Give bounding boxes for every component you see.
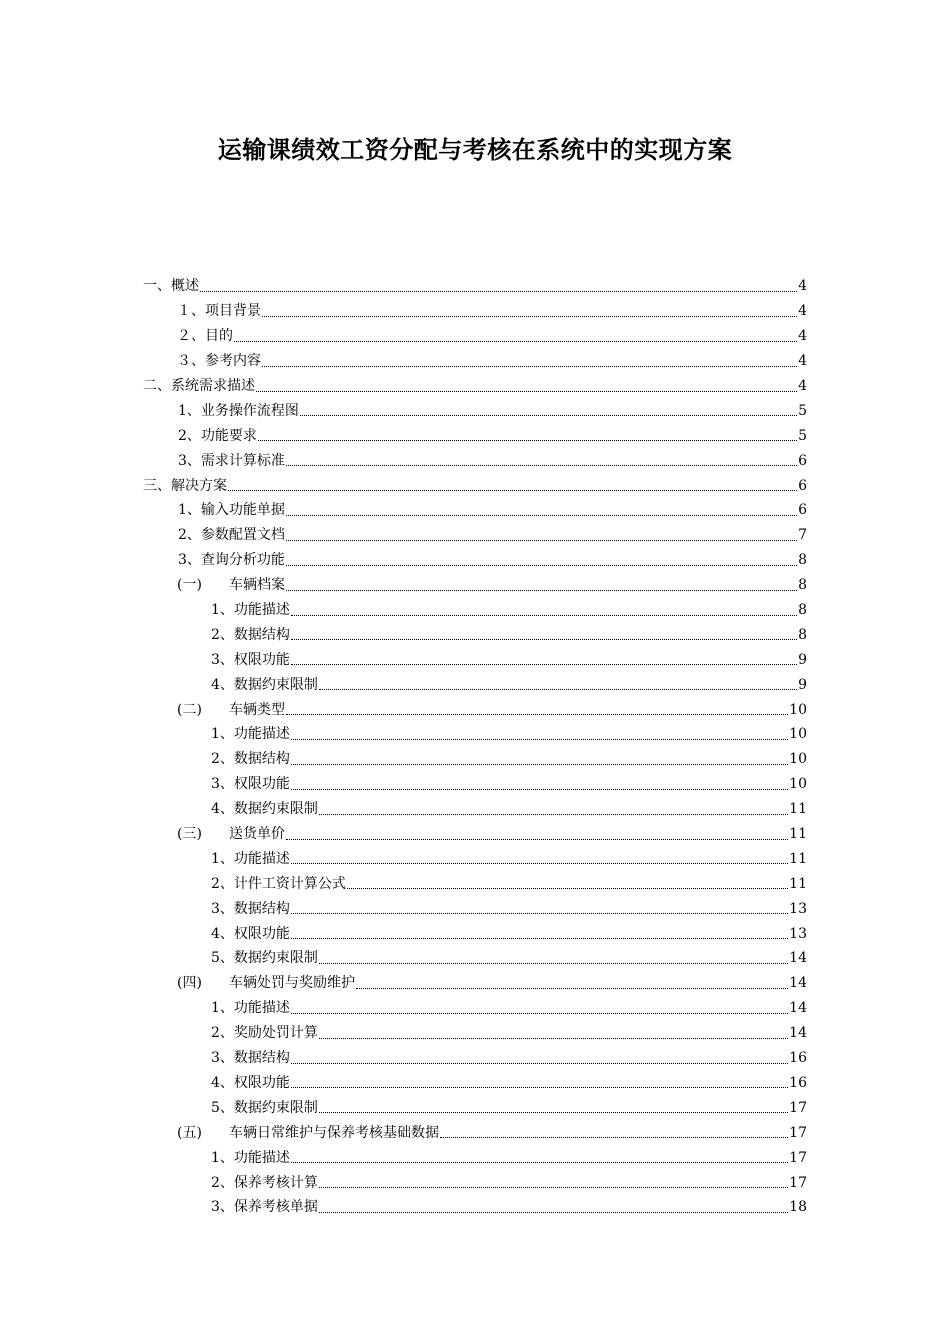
toc-page-number: 6 bbox=[798, 452, 807, 469]
toc-entry-label bbox=[177, 974, 355, 992]
toc-entry-label: 5、数据约束限制 bbox=[211, 950, 318, 967]
toc-dot-leader bbox=[262, 316, 797, 317]
toc-page-number: 10 bbox=[789, 776, 807, 793]
toc-entry[interactable] bbox=[143, 722, 807, 747]
toc-entry-label: 1、功能描述 bbox=[211, 1000, 290, 1017]
toc-page-number: 14 bbox=[789, 950, 807, 967]
toc-entry-label: 2、奖励处罚计算 bbox=[211, 1025, 318, 1042]
toc-page-number: 9 bbox=[798, 651, 807, 668]
toc-page-number: 14 bbox=[789, 1000, 807, 1017]
toc-entry-label: 2、数据结构 bbox=[211, 751, 290, 768]
toc-page-number: 13 bbox=[789, 900, 807, 917]
toc-dot-leader bbox=[291, 639, 797, 640]
toc-page-number: 13 bbox=[789, 925, 807, 942]
toc-dot-leader bbox=[286, 540, 797, 541]
toc-entry-label: 1、业务操作流程图 bbox=[178, 402, 299, 419]
toc-dot-leader bbox=[234, 341, 797, 342]
toc-page-number: 11 bbox=[789, 850, 807, 867]
toc-section-title: 车辆类型 bbox=[229, 701, 285, 718]
toc-entry-label: 4、权限功能 bbox=[211, 1074, 290, 1091]
toc-page-number: 8 bbox=[798, 602, 807, 619]
toc-entry[interactable] bbox=[143, 573, 807, 598]
toc-dot-leader bbox=[291, 789, 788, 790]
toc-entry[interactable] bbox=[143, 598, 807, 623]
toc-entry-label: 1、功能描述 bbox=[211, 850, 290, 867]
toc-entry[interactable] bbox=[143, 349, 807, 374]
toc-page-number: 6 bbox=[798, 502, 807, 519]
toc-page-number: 4 bbox=[798, 353, 807, 370]
toc-entry-label bbox=[177, 1124, 439, 1142]
toc-entry[interactable] bbox=[143, 672, 807, 697]
toc-entry-label: 2、保养考核计算 bbox=[211, 1174, 318, 1191]
toc-entry-label bbox=[177, 825, 285, 843]
toc-entry-label: 2、计件工资计算公式 bbox=[211, 875, 346, 892]
toc-section-number: (一) bbox=[177, 577, 202, 594]
toc-dot-leader bbox=[256, 391, 797, 392]
toc-entry[interactable] bbox=[143, 398, 807, 423]
toc-entry-label: ２、目的 bbox=[177, 328, 233, 345]
toc-entry[interactable] bbox=[143, 921, 807, 946]
toc-entry[interactable] bbox=[143, 896, 807, 921]
toc-dot-leader bbox=[291, 1087, 788, 1088]
toc-entry[interactable] bbox=[143, 1120, 807, 1145]
toc-dot-leader bbox=[319, 1187, 788, 1188]
toc-page-number: 5 bbox=[798, 427, 807, 444]
toc-section-number: (二) bbox=[177, 701, 202, 718]
toc-page-number: 8 bbox=[798, 552, 807, 569]
toc-entry[interactable] bbox=[143, 1195, 807, 1220]
toc-dot-leader bbox=[440, 1137, 788, 1138]
toc-entry-label: １、项目背景 bbox=[177, 303, 261, 320]
toc-entry-label: 3、权限功能 bbox=[211, 776, 290, 793]
toc-entry-label: 3、需求计算标准 bbox=[178, 452, 285, 469]
toc-dot-leader bbox=[291, 615, 797, 616]
toc-page-number: 9 bbox=[798, 676, 807, 693]
toc-dot-leader bbox=[291, 1063, 788, 1064]
toc-entry-label: 4、权限功能 bbox=[211, 925, 290, 942]
toc-entry[interactable] bbox=[143, 299, 807, 324]
toc-page-number: 17 bbox=[789, 1124, 807, 1141]
toc-entry-label: 三、解决方案 bbox=[143, 477, 227, 494]
toc-entry[interactable] bbox=[143, 747, 807, 772]
toc-entry-label bbox=[177, 576, 285, 594]
toc-dot-leader bbox=[300, 415, 797, 416]
toc-page-number: 17 bbox=[789, 1174, 807, 1191]
toc-page-number: 10 bbox=[789, 701, 807, 718]
toc-entry-label: 2、功能要求 bbox=[178, 427, 257, 444]
toc-entry[interactable] bbox=[143, 473, 807, 498]
toc-entry-label: 1、功能描述 bbox=[211, 726, 290, 743]
toc-dot-leader bbox=[286, 465, 797, 466]
toc-entry[interactable] bbox=[143, 946, 807, 971]
toc-entry[interactable] bbox=[143, 846, 807, 871]
toc-entry[interactable] bbox=[143, 971, 807, 996]
table-of-contents bbox=[143, 274, 807, 1220]
toc-entry[interactable] bbox=[143, 697, 807, 722]
toc-page-number: 11 bbox=[789, 875, 807, 892]
toc-entry-label: 3、数据结构 bbox=[211, 900, 290, 917]
toc-entry[interactable] bbox=[143, 1170, 807, 1195]
toc-dot-leader bbox=[291, 913, 788, 914]
toc-dot-leader bbox=[286, 714, 788, 715]
toc-entry[interactable] bbox=[143, 274, 807, 299]
toc-dot-leader bbox=[356, 988, 788, 989]
toc-entry-label: 2、数据结构 bbox=[211, 626, 290, 643]
toc-dot-leader bbox=[319, 814, 788, 815]
toc-entry-label: 1、功能描述 bbox=[211, 602, 290, 619]
toc-entry[interactable] bbox=[143, 996, 807, 1021]
toc-entry[interactable] bbox=[143, 647, 807, 672]
toc-dot-leader bbox=[286, 515, 797, 516]
toc-entry[interactable] bbox=[143, 822, 807, 847]
toc-page-number: 7 bbox=[798, 527, 807, 544]
toc-entry-label: 4、数据约束限制 bbox=[211, 801, 318, 818]
toc-entry[interactable] bbox=[143, 548, 807, 573]
toc-page-number: 5 bbox=[798, 402, 807, 419]
toc-dot-leader bbox=[286, 839, 788, 840]
toc-dot-leader bbox=[319, 689, 797, 690]
toc-entry-label: 5、数据约束限制 bbox=[211, 1099, 318, 1116]
toc-dot-leader bbox=[291, 1013, 788, 1014]
toc-entry[interactable] bbox=[143, 797, 807, 822]
toc-page-number: 4 bbox=[798, 303, 807, 320]
toc-entry[interactable] bbox=[143, 374, 807, 399]
document-title: 运输课绩效工资分配与考核在系统中的实现方案 bbox=[217, 135, 733, 164]
toc-entry-label: 3、保养考核单据 bbox=[211, 1199, 318, 1216]
toc-page-number: 8 bbox=[798, 577, 807, 594]
toc-entry[interactable] bbox=[143, 772, 807, 797]
toc-dot-leader bbox=[200, 291, 797, 292]
toc-entry[interactable] bbox=[143, 871, 807, 896]
toc-entry[interactable] bbox=[143, 523, 807, 548]
toc-entry-label: 3、权限功能 bbox=[211, 651, 290, 668]
toc-entry[interactable] bbox=[143, 324, 807, 349]
toc-entry-label: 二、系统需求描述 bbox=[143, 378, 255, 394]
toc-dot-leader bbox=[291, 739, 788, 740]
toc-dot-leader bbox=[319, 963, 788, 964]
toc-dot-leader bbox=[286, 590, 797, 591]
toc-section-number: (四) bbox=[177, 975, 202, 992]
toc-section-title: 车辆处罚与奖励维护 bbox=[229, 975, 355, 992]
toc-dot-leader bbox=[291, 863, 788, 864]
toc-page-number: 17 bbox=[789, 1149, 807, 1166]
toc-entry[interactable] bbox=[143, 1021, 807, 1046]
toc-page-number: 4 bbox=[798, 378, 807, 394]
toc-entry[interactable] bbox=[143, 1095, 807, 1120]
toc-page-number: 4 bbox=[798, 278, 807, 295]
toc-entry[interactable] bbox=[143, 423, 807, 448]
toc-entry-label: 4、数据约束限制 bbox=[211, 676, 318, 693]
toc-dot-leader bbox=[291, 664, 797, 665]
toc-entry-label: 1、功能描述 bbox=[211, 1149, 290, 1166]
toc-page-number: 18 bbox=[789, 1199, 807, 1216]
toc-page-number: 16 bbox=[789, 1074, 807, 1091]
toc-dot-leader bbox=[291, 764, 788, 765]
toc-entry-label: 3、数据结构 bbox=[211, 1050, 290, 1067]
toc-section-number: (五) bbox=[177, 1124, 202, 1141]
toc-dot-leader bbox=[347, 888, 788, 889]
toc-dot-leader bbox=[228, 490, 797, 491]
toc-section-title: 车辆档案 bbox=[229, 577, 285, 594]
toc-dot-leader bbox=[258, 440, 797, 441]
toc-dot-leader bbox=[319, 1212, 788, 1213]
toc-page-number: 6 bbox=[798, 477, 807, 494]
toc-dot-leader bbox=[319, 1038, 788, 1039]
toc-page-number: 10 bbox=[789, 726, 807, 743]
toc-page-number: 11 bbox=[789, 826, 807, 843]
toc-section-title: 车辆日常维护与保养考核基础数据 bbox=[229, 1124, 439, 1141]
toc-dot-leader bbox=[291, 1162, 788, 1163]
toc-entry-label: 2、参数配置文档 bbox=[178, 527, 285, 544]
toc-section-number: (三) bbox=[177, 826, 202, 843]
toc-page-number: 14 bbox=[789, 1025, 807, 1042]
toc-page-number: 16 bbox=[789, 1050, 807, 1067]
toc-dot-leader bbox=[319, 1112, 788, 1113]
toc-entry[interactable] bbox=[143, 622, 807, 647]
toc-entry-label: 一、概述 bbox=[143, 278, 199, 295]
toc-entry-label: ３、参考内容 bbox=[177, 353, 261, 370]
toc-page-number: 10 bbox=[789, 751, 807, 768]
toc-entry[interactable] bbox=[143, 448, 807, 473]
toc-dot-leader bbox=[262, 366, 797, 367]
toc-page-number: 17 bbox=[789, 1099, 807, 1116]
toc-page-number: 14 bbox=[789, 975, 807, 992]
toc-entry-label bbox=[177, 701, 285, 719]
toc-entry-label: 3、查询分析功能 bbox=[178, 552, 285, 569]
toc-entry[interactable] bbox=[143, 1046, 807, 1071]
toc-page-number: 11 bbox=[789, 801, 807, 818]
toc-page-number: 4 bbox=[798, 328, 807, 345]
toc-entry-label: 1、输入功能单据 bbox=[178, 502, 285, 519]
toc-entry[interactable] bbox=[143, 1071, 807, 1096]
toc-section-title: 送货单价 bbox=[229, 826, 285, 843]
toc-dot-leader bbox=[286, 565, 797, 566]
toc-dot-leader bbox=[291, 938, 788, 939]
toc-page-number: 8 bbox=[798, 626, 807, 643]
toc-entry[interactable] bbox=[143, 1145, 807, 1170]
toc-entry[interactable] bbox=[143, 498, 807, 523]
